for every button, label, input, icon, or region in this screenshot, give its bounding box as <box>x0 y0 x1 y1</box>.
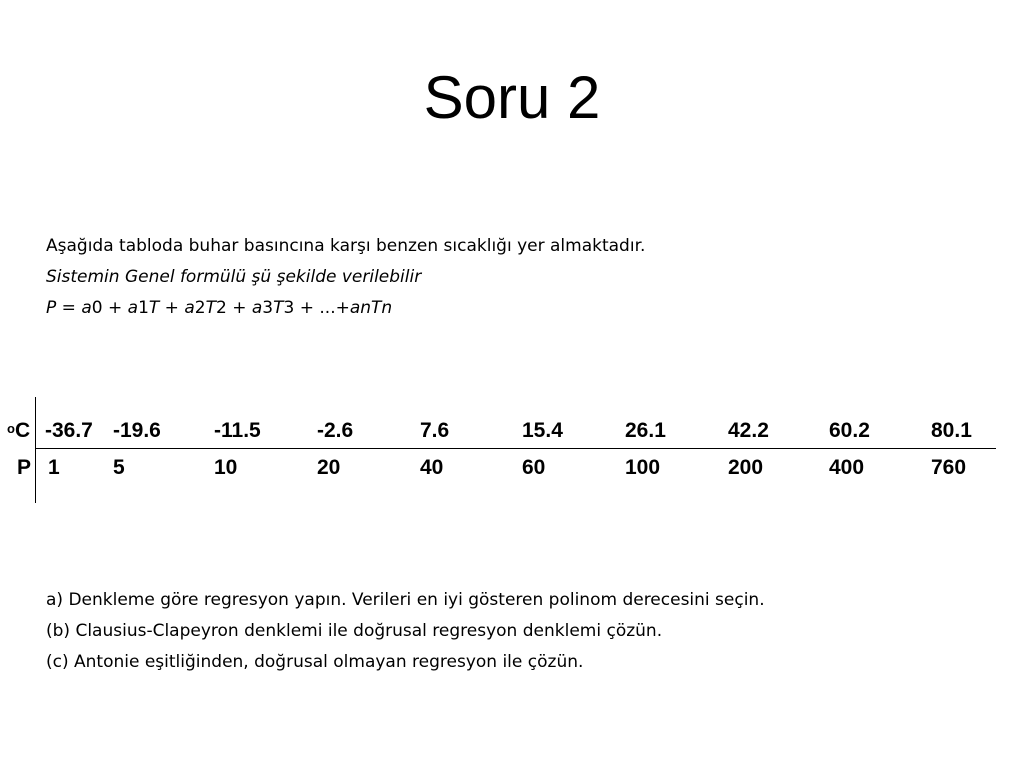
pressure-cell: 400 <box>829 456 865 479</box>
slide-title: Soru 2 <box>423 64 601 131</box>
formula-a0-sub: 0 <box>91 298 103 318</box>
formula-t3: T <box>273 298 284 318</box>
formula-a2-sub: 2 <box>194 298 206 318</box>
formula-a1: a <box>127 298 139 318</box>
temperature-cell: -11.5 <box>214 419 261 442</box>
formula-plus-3: + <box>226 298 252 318</box>
formula-a3: a <box>251 298 263 318</box>
formula-line <box>46 293 645 324</box>
question-c: (c) Antonie eşitliğinden, doğrusal olmayan regresyon ile çözün. <box>46 652 584 672</box>
temperature-cell: 7.6 <box>420 419 450 442</box>
formula-a2: a <box>184 298 195 318</box>
intro-line-1: Aşağıda tabloda buhar basıncına karşı benzen sıcaklığı yer almaktadır. <box>46 236 646 256</box>
pressure-cell: 100 <box>625 456 661 479</box>
pressure-cell: 1 <box>48 456 60 479</box>
formula-an-tn: anTn <box>349 298 393 318</box>
temperature-cell: 26.1 <box>625 419 666 442</box>
table-vertical-divider <box>35 397 36 503</box>
formula-equals: = <box>56 298 82 318</box>
pressure-row-header: P <box>17 456 32 479</box>
temperature-cell: 80.1 <box>931 419 972 442</box>
formula-t2: T <box>205 298 216 318</box>
pressure-cell: 40 <box>420 456 444 479</box>
temperature-row-header <box>7 419 30 443</box>
formula-a1-sub: 1 <box>138 298 149 318</box>
question-b: (b) Clausius-Clapeyron denklemi ile doğrusal regresyon denklemi çözün. <box>46 621 663 641</box>
questions-list <box>46 585 765 678</box>
pressure-cell: 10 <box>214 456 238 479</box>
table-horizontal-divider <box>36 448 996 449</box>
pressure-cell: 760 <box>931 456 967 479</box>
temperature-cell: 60.2 <box>829 419 870 442</box>
pressure-cell: 20 <box>317 456 341 479</box>
formula-plus-2: + <box>159 298 185 318</box>
pressure-cell: 60 <box>522 456 546 479</box>
question-a: a) Denkleme göre regresyon yapın. Verileri en iyi gösteren polinom derecesini seçin. <box>46 590 765 610</box>
formula-a3-sub: 3 <box>262 298 274 318</box>
formula-t1: T <box>148 298 160 318</box>
formula-p: P <box>46 298 57 318</box>
formula-a0: a <box>81 298 92 318</box>
formula-t2-pow: 2 <box>215 298 227 318</box>
celsius-label: C <box>14 419 31 442</box>
temperature-cell: -19.6 <box>113 419 161 442</box>
pressure-cell: 200 <box>728 456 764 479</box>
intro-line-2: Sistemin Genel formülü şü şekilde verilebilir <box>46 267 422 287</box>
temperature-cell: -2.6 <box>317 419 354 442</box>
formula-t3-pow: 3 <box>283 298 295 318</box>
formula-plus-1: + <box>102 298 128 318</box>
intro-text <box>46 231 645 324</box>
temperature-cell: -36.7 <box>45 419 93 442</box>
temperature-cell: 42.2 <box>728 419 769 442</box>
degree-symbol: o <box>7 421 15 436</box>
formula-rest: + ...+ <box>294 298 350 318</box>
temperature-cell: 15.4 <box>522 419 563 442</box>
pressure-cell: 5 <box>113 456 125 479</box>
